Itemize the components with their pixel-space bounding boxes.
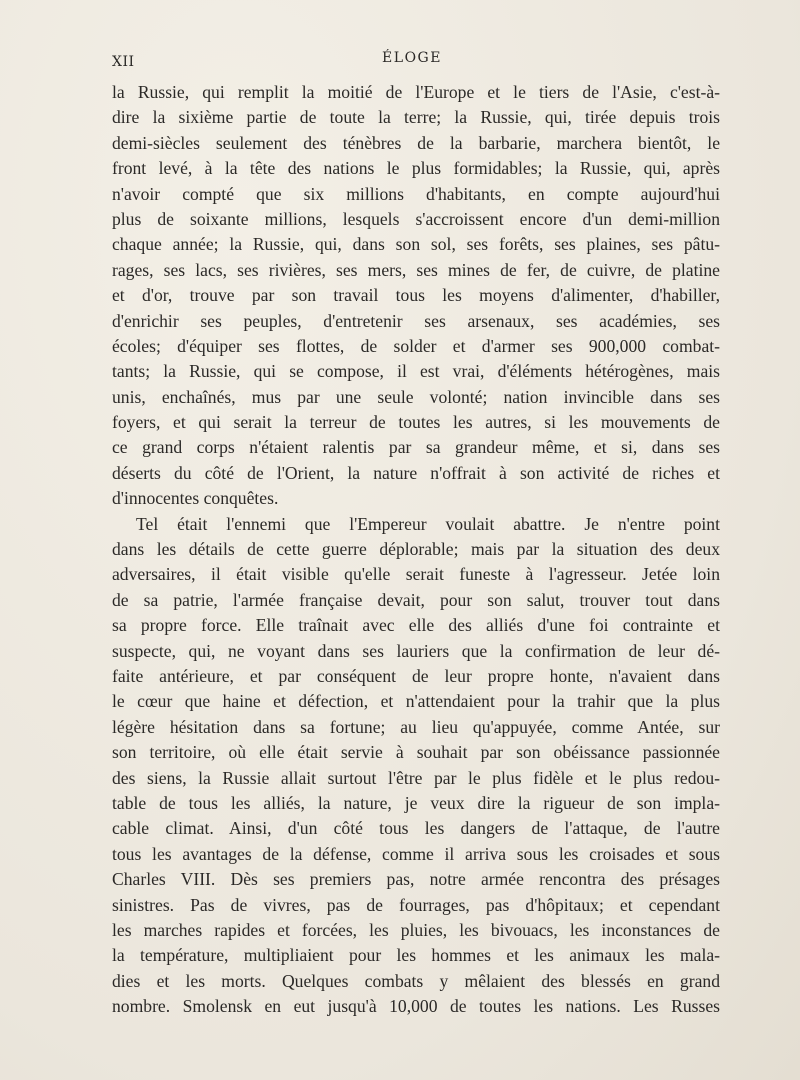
text-line: le cœur que haine et défection, et n'attendaient pour la trahir que la plus xyxy=(112,691,720,712)
text-line: n'avoir compté que six millions d'habitants, en compte aujourd'hui xyxy=(112,183,720,204)
running-title: ÉLOGE xyxy=(382,50,442,66)
text-line: Tel était l'ennemi que l'Empereur voulait abattre. Je n'entre point xyxy=(136,513,720,534)
page-number: XII xyxy=(112,54,135,70)
text-line: table de tous les alliés, la nature, je veux dire la rigueur de son impla- xyxy=(112,792,720,813)
text-line: rages, ses lacs, ses rivières, ses mers, ses mines de fer, de cuivre, de platine xyxy=(112,259,720,280)
text-line: de sa patrie, l'armée française devait, pour son salut, trouver tout dans xyxy=(112,589,720,610)
text-line: et d'or, trouve par son travail tous les moyens d'alimenter, d'habiller, xyxy=(112,285,720,306)
body-text xyxy=(112,80,720,1019)
text-line: dire la sixième partie de toute la terre; la Russie, qui, tirée depuis trois xyxy=(112,107,720,128)
text-line: des siens, la Russie allait surtout l'être par le plus fidèle et le plus redou- xyxy=(112,767,720,788)
text-line: adversaires, il était visible qu'elle serait funeste à l'agresseur. Jetée loin xyxy=(112,564,720,585)
page-header xyxy=(112,50,712,74)
text-line: demi-siècles seulement des ténèbres de la barbarie, marchera bientôt, le xyxy=(112,132,720,153)
text-line: les marches rapides et forcées, les pluies, les bivouacs, les inconstances de xyxy=(112,919,720,940)
text-line: faite antérieure, et par conséquent de leur propre honte, n'avaient dans xyxy=(112,665,720,686)
text-line: la Russie, qui remplit la moitié de l'Europe et le tiers de l'Asie, c'est-à- xyxy=(112,82,720,102)
paragraph-2 xyxy=(112,512,720,1020)
text-line: légère hésitation dans sa fortune; au lieu qu'appuyée, comme Antée, sur xyxy=(112,716,720,737)
text-line: unis, enchaînés, mus par une seule volonté; nation invincible dans ses xyxy=(112,386,720,407)
text-line: d'enrichir ses peuples, d'entretenir ses arsenaux, ses académies, ses xyxy=(112,310,720,331)
text-line: d'innocentes conquêtes. xyxy=(112,488,279,509)
text-line: suspecte, qui, ne voyant dans ses lauriers que la confirmation de leur dé- xyxy=(112,640,720,661)
text-line: chaque année; la Russie, qui, dans son sol, ses forêts, ses plaines, ses pâtu- xyxy=(112,234,720,255)
text-line: ce grand corps n'étaient ralentis par sa grandeur même, et si, dans ses xyxy=(112,437,720,458)
text-line: Charles VIII. Dès ses premiers pas, notre armée rencontra des présages xyxy=(112,869,720,890)
text-line: écoles; d'équiper ses flottes, de solder et d'armer ses 900,000 combat- xyxy=(112,335,720,356)
text-line: cable climat. Ainsi, d'un côté tous les dangers de l'attaque, de l'autre xyxy=(112,818,720,839)
text-line: nombre. Smolensk en eut jusqu'à 10,000 de toutes les nations. Les Russes xyxy=(112,996,720,1017)
text-line: dies et les morts. Quelques combats y mêlaient des blessés en grand xyxy=(112,970,720,991)
text-line: plus de soixante millions, lesquels s'accroissent encore d'un demi-million xyxy=(112,208,720,229)
text-line: tous les avantages de la défense, comme il arriva sous les croisades et sous xyxy=(112,843,720,864)
text-line: dans les détails de cette guerre déplorable; mais par la situation des deux xyxy=(112,539,720,560)
text-line: déserts du côté de l'Orient, la nature n'offrait à son activité de riches et xyxy=(112,462,720,483)
text-line: foyers, et qui serait la terreur de toutes les autres, si les mouvements de xyxy=(112,412,720,433)
text-line: front levé, à la tête des nations le plus formidables; la Russie, qui, après xyxy=(112,158,720,179)
text-line: sa propre force. Elle traînait avec elle des alliés d'une foi contrainte et xyxy=(112,615,720,636)
text-line: tants; la Russie, qui se compose, il est vrai, d'éléments hétérogènes, mais xyxy=(112,361,720,382)
paragraph-1 xyxy=(112,80,720,512)
text-line: la température, multipliaient pour les hommes et les animaux les mala- xyxy=(112,945,720,966)
text-line: sinistres. Pas de vivres, pas de fourrages, pas d'hôpitaux; et cependant xyxy=(112,894,720,915)
text-line: son territoire, où elle était servie à souhait par son obéissance passionnée xyxy=(112,742,720,763)
